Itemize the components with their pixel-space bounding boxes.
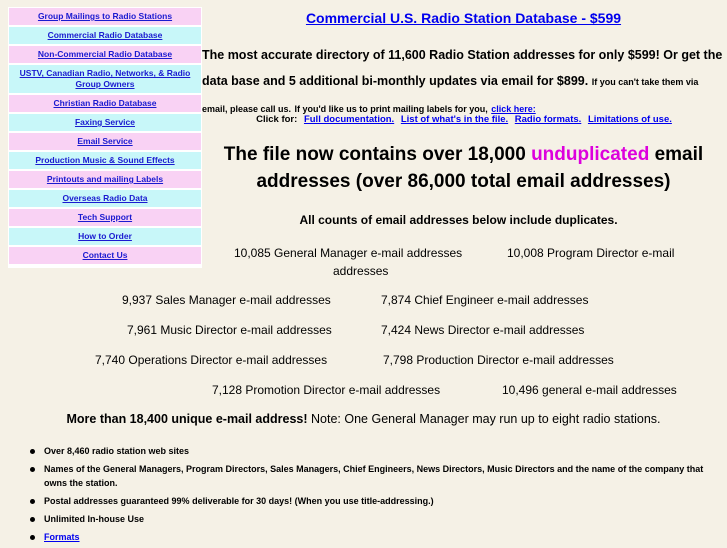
sidebar-nav bbox=[8, 7, 202, 268]
nav-link-commercial-radio[interactable]: Commercial Radio Database bbox=[9, 27, 201, 44]
list-item bbox=[28, 444, 718, 458]
nav-link-christian-radio[interactable]: Christian Radio Database bbox=[9, 95, 201, 112]
file-contents-link[interactable]: List of what's in the file. bbox=[400, 114, 509, 125]
unique-email-note bbox=[0, 412, 727, 426]
feature-text: Over 8,460 radio station web sites bbox=[44, 446, 190, 456]
list-item bbox=[28, 530, 718, 544]
nav-link-ustv-canadian[interactable]: USTV, Canadian Radio, Networks, & Radio Group Owners bbox=[9, 65, 201, 93]
headline-highlight: unduplicated bbox=[531, 144, 650, 165]
unique-bold: More than 18,400 unique e-mail address! bbox=[66, 412, 308, 426]
counts-heading: All counts of email addresses below include duplicates. bbox=[299, 213, 618, 227]
count-chief-engineer: 7,874 Chief Engineer e-mail addresses bbox=[381, 293, 589, 307]
nav-link-email-service[interactable]: Email Service bbox=[9, 133, 201, 150]
formats-link[interactable]: Formats bbox=[44, 532, 80, 542]
click-for-label: Click for: bbox=[256, 114, 298, 125]
intro-paragraph bbox=[202, 42, 726, 122]
feature-list bbox=[28, 444, 718, 548]
nav-link-tech-support[interactable]: Tech Support bbox=[9, 209, 201, 226]
unique-note: Note: One General Manager may run up to eight radio stations. bbox=[311, 412, 661, 426]
nav-link-overseas-radio[interactable]: Overseas Radio Data bbox=[9, 190, 201, 207]
count-promotion-director: 7,128 Promotion Director e-mail addresses bbox=[212, 383, 441, 397]
email-count-headline bbox=[200, 141, 727, 195]
nav-link-production-music[interactable]: Production Music & Sound Effects bbox=[9, 152, 201, 169]
count-production-director: 7,798 Production Director e-mail addresses bbox=[383, 353, 614, 367]
feature-text: Postal addresses guaranteed 99% deliverable for 30 days! (When you use title-addressing.) bbox=[44, 496, 434, 506]
count-general-email: 10,496 general e-mail addresses bbox=[502, 383, 677, 397]
intro-small-text: If you can't take them via email, please call us. bbox=[202, 77, 699, 114]
nav-link-group-mailings[interactable]: Group Mailings to Radio Stations bbox=[9, 8, 201, 25]
nav-link-printouts[interactable]: Printouts and mailing Labels bbox=[9, 171, 201, 188]
radio-formats-link[interactable]: Radio formats. bbox=[514, 114, 582, 125]
labels-click-here-link[interactable]: click here: bbox=[491, 104, 536, 114]
count-program-director-line2: addresses bbox=[333, 264, 389, 278]
count-program-director-line1: 10,008 Program Director e-mail bbox=[507, 246, 675, 260]
nav-link-contact-us[interactable]: Contact Us bbox=[9, 247, 201, 264]
nav-link-non-commercial-radio[interactable]: Non-Commercial Radio Database bbox=[9, 46, 201, 63]
count-music-director: 7,961 Music Director e-mail addresses bbox=[127, 323, 332, 337]
page-title-link[interactable]: Commercial U.S. Radio Station Database - $599 bbox=[305, 10, 622, 26]
headline-after: email addresses (over 86,000 total email addresses) bbox=[256, 144, 704, 192]
count-sales-manager: 9,937 Sales Manager e-mail addresses bbox=[122, 293, 331, 307]
intro-main-text: The most accurate directory of 11,600 Radio Station addresses for only $599! Or get the data base and 5 additional bi-monthly updates via email for $899. bbox=[202, 48, 723, 88]
nav-link-how-to-order[interactable]: How to Order bbox=[9, 228, 201, 245]
count-operations-director: 7,740 Operations Director e-mail addresses bbox=[95, 353, 328, 367]
feature-text: Names of the General Managers, Program Directors, Sales Managers, Chief Engineers, News Directors, Music Directors and the name of the company that owns the station. bbox=[44, 464, 704, 488]
list-item bbox=[28, 494, 718, 508]
count-general-manager: 10,085 General Manager e-mail addresses bbox=[234, 246, 463, 260]
headline-before: The file now contains over 18,000 bbox=[223, 144, 526, 165]
list-item bbox=[28, 462, 718, 490]
intro-labels-text: If you'd like us to print mailing labels for you, bbox=[294, 104, 488, 114]
list-item bbox=[28, 512, 718, 526]
feature-text: Unlimited In-house Use bbox=[44, 514, 145, 524]
count-news-director: 7,424 News Director e-mail addresses bbox=[381, 323, 585, 337]
limitations-link[interactable]: Limitations of use. bbox=[587, 114, 672, 125]
click-for-links bbox=[202, 114, 726, 125]
nav-link-faxing[interactable]: Faxing Service bbox=[9, 114, 201, 131]
full-documentation-link[interactable]: Full documentation. bbox=[303, 114, 395, 125]
